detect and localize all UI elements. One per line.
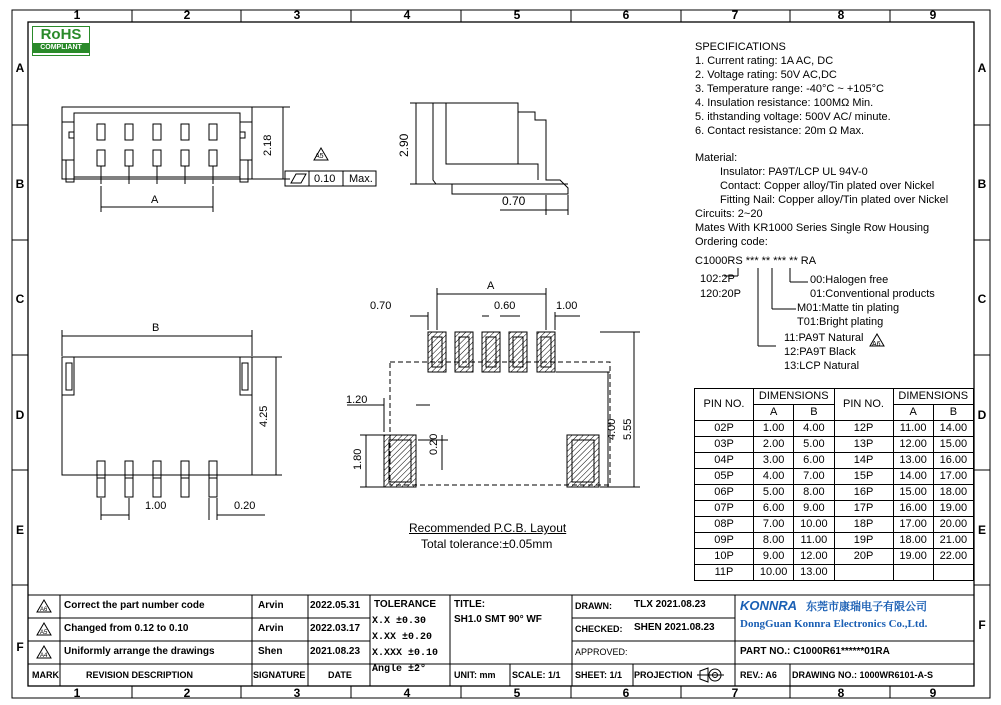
col-label: 2 [183,8,191,22]
spec-item: 4. Insulation resistance: 100MΩ Min. [695,97,874,109]
tb-rev-desc: REVISION DESCRIPTION [86,670,194,680]
dim-cell: 09P [695,533,754,549]
row-label: B [15,177,25,191]
dim-cell: 08P [695,517,754,533]
ordering-halogen: 00:Halogen free [810,274,889,286]
col-label: 5 [513,8,521,22]
pcb-dim-555: 5.55 [622,418,634,440]
dim-row [695,549,974,565]
projection-label: PROJECTION [634,670,693,680]
dim-cell: 21.00 [933,533,973,549]
company-name-en: DongGuan Konnra Electronics Co.,Ltd. [740,618,928,630]
col-label: 7 [731,8,739,22]
ordering-code: C1000RS *** ** *** ** RA [695,255,817,267]
company-name-cn: 东莞市康瑞电子有限公司 [806,601,927,613]
dim-cell: 04P [695,453,754,469]
drawn-label: DRAWN: [575,601,612,611]
col-label: 6 [622,686,630,700]
dim-cell: 7.00 [754,517,794,533]
rev-desc: Uniformly arrange the drawings [64,646,215,657]
material-item: Fitting Nail: Copper alloy/Tin plated over Nickel [720,194,949,206]
dim-cell: 22.00 [933,549,973,565]
dim-cell: 3.00 [754,453,794,469]
dim-cell: 19.00 [933,501,973,517]
dim-cell [893,565,933,581]
pcb-pads [384,332,599,487]
th-dimensions: DIMENSIONS [893,389,974,405]
dim-row [695,485,974,501]
front-view [62,330,282,520]
dim-cell: 5.00 [794,437,834,453]
dim-cell: 18P [834,517,893,533]
mates-with: Mates With KR1000 Series Single Row Housing [695,222,930,234]
dim-cell [834,565,893,581]
dim-cell: 03P [695,437,754,453]
rev-mark-a6: A6 [872,341,881,348]
tb-mark: MARK [32,670,59,680]
col-label: 2 [183,686,191,700]
tb-signature: SIGNATURE [253,670,306,680]
rev-mark: A5 [40,630,48,636]
row-label: A [15,61,25,75]
tolerance-heading: TOLERANCE [374,599,437,610]
col-label: 8 [837,686,845,700]
col-label: 1 [73,686,81,700]
dim-cell: 10P [695,549,754,565]
col-label: 4 [403,686,411,700]
dim-cell: 16.00 [933,453,973,469]
part-number: PART NO.: C1000R61******01RA [740,646,890,657]
ordering-lcp-natural: 13:LCP Natural [784,360,860,372]
dim-cell: 19.00 [893,549,933,565]
pcb-layout-title: Recommended P.C.B. Layout [409,521,567,535]
rev-mark: A4 [40,653,48,659]
unit: UNIT: mm [454,670,496,680]
dim-cell: 5.00 [754,485,794,501]
dim-cell: 14P [834,453,893,469]
spec-item: 2. Voltage rating: 50V AC,DC [695,69,837,81]
col-label: 8 [837,8,845,22]
rev-date: 2022.03.17 [310,623,361,634]
material-heading: Material: [695,152,738,164]
dim-cell: 16.00 [893,501,933,517]
th-pin-no: PIN NO. [834,389,893,421]
front-dim-b: B [152,322,160,334]
dim-cell [933,565,973,581]
th-a: A [754,405,794,421]
dim-cell: 10.00 [754,565,794,581]
sheet: SHEET: 1/1 [575,670,623,680]
dim-cell: 17P [834,501,893,517]
top-view [62,107,376,212]
ordering-pins-min: 102:2P [700,273,735,285]
dim-cell: 11.00 [794,533,834,549]
dim-row [695,469,974,485]
spec-item: 3. Temperature range: -40°C ~ +105°C [695,83,884,95]
scale: SCALE: 1/1 [512,670,561,680]
side-dim-height: 2.90 [397,133,411,157]
title-label: TITLE: [454,599,486,610]
dim-cell: 16P [834,485,893,501]
front-dim-height: 4.25 [258,405,270,427]
dim-cell: 6.00 [794,453,834,469]
dim-cell: 8.00 [754,533,794,549]
dim-cell: 9.00 [754,549,794,565]
dim-cell: 15P [834,469,893,485]
spec-item: 5. ithstanding voltage: 500V AC/ minute. [695,111,891,123]
ordering-pins-max: 120:20P [700,288,741,300]
rev-sign: Shen [258,646,283,657]
dim-cell: 10.00 [794,517,834,533]
material-item: Insulator: PA9T/LCP UL 94V-0 [720,166,868,178]
dim-cell: 8.00 [794,485,834,501]
rohs-logo [32,26,90,56]
ordering-matte: M01:Matte tin plating [797,302,900,314]
dim-row [695,565,974,581]
rev-mark-a5: A5 [315,153,324,160]
tolerance-2: X.XX ±0.20 [372,632,433,643]
dim-cell: 2.00 [754,437,794,453]
col-label: 3 [293,686,301,700]
th-pin-no: PIN NO. [695,389,754,421]
dim-row [695,453,974,469]
row-label: E [977,523,986,537]
dim-cell: 13.00 [893,453,933,469]
dim-cell: 06P [695,485,754,501]
dim-cell: 12P [834,421,893,437]
col-label: 9 [929,686,937,700]
row-label: D [15,408,25,422]
row-label: E [15,523,24,537]
col-label: 4 [403,8,411,22]
dim-cell: 18.00 [933,485,973,501]
row-label: D [977,408,987,422]
pcb-dim-100: 1.00 [556,300,578,312]
col-label: 3 [293,8,301,22]
dim-cell: 7.00 [794,469,834,485]
row-label: C [977,292,987,306]
rev-desc: Correct the part number code [64,600,205,611]
row-label: F [978,618,986,632]
spec-item: 6. Contact resistance: 20m Ω Max. [695,125,865,137]
dim-cell: 11P [695,565,754,581]
tolerance-angle: Angle ±2° [372,664,427,675]
row-label: B [977,177,987,191]
material-item: Contact: Copper alloy/Tin plated over Nickel [720,180,935,192]
dim-cell: 17.00 [893,517,933,533]
dim-cell: 15.00 [933,437,973,453]
pcb-dim-070: 0.70 [370,300,392,312]
dim-cell: 14.00 [933,421,973,437]
tolerance-1: X.X ±0.30 [372,616,427,627]
dim-cell: 19P [834,533,893,549]
rev-mark: A6 [40,607,48,613]
spec-heading: SPECIFICATIONS [695,41,786,53]
top-view-pins [97,124,217,184]
row-label: A [977,61,987,75]
col-label: 9 [929,8,937,22]
ordering-bright: T01:Bright plating [797,316,884,328]
checked-value: SHEN 2021.08.23 [634,622,715,633]
dim-cell: 18.00 [893,533,933,549]
front-dim-pitch: 1.00 [145,500,167,512]
dim-cell: 05P [695,469,754,485]
dim-cell: 11.00 [893,421,933,437]
ordering-pa9t-natural: 11:PA9T Natural [784,332,864,344]
drawing-title: SH1.0 SMT 90° WF [454,614,542,625]
rev-desc: Changed from 0.12 to 0.10 [64,623,189,634]
approved-label: APPROVED: [575,647,628,657]
top-dim-height: 2.18 [262,134,274,156]
spec-item: 1. Current rating: 1A AC, DC [695,55,834,67]
pcb-dim-020: 0.20 [428,433,440,455]
ordering-pa9t-black: 12:PA9T Black [784,346,856,358]
col-label: 5 [513,686,521,700]
col-label: 6 [622,8,630,22]
dim-cell: 6.00 [754,501,794,517]
pcb-dim-120: 1.20 [346,394,368,406]
checked-label: CHECKED: [575,624,623,634]
front-view-leads [97,461,217,497]
dim-cell: 12.00 [893,437,933,453]
rohs-text: RoHS [40,26,82,43]
dim-cell: 13P [834,437,893,453]
projection-symbol [697,668,724,682]
dim-cell: 12.00 [794,549,834,565]
side-dim-width: 0.70 [502,194,526,208]
pcb-dim-a: A [487,280,495,292]
row-label: C [15,292,25,306]
pcb-dim-400: 4.00 [606,418,618,440]
row-label: F [16,640,24,654]
dim-row [695,501,974,517]
rev-date: 2022.05.31 [310,600,361,611]
dimensions-body [695,421,974,581]
front-dim-lead: 0.20 [234,500,256,512]
col-label: 1 [73,8,81,22]
dim-row [695,421,974,437]
th-b: B [794,405,834,421]
tolerance-3: X.XXX ±0.10 [372,648,439,659]
dim-row [695,437,974,453]
dim-cell: 20P [834,549,893,565]
dim-cell: 15.00 [893,485,933,501]
dim-cell: 07P [695,501,754,517]
rev-sign: Arvin [258,623,284,634]
dim-cell: 17.00 [933,469,973,485]
dim-cell: 02P [695,421,754,437]
th-b: B [933,405,973,421]
tb-date: DATE [328,670,352,680]
pcb-dim-060: 0.60 [494,300,516,312]
dim-cell: 9.00 [794,501,834,517]
th-a: A [893,405,933,421]
dim-row [695,517,974,533]
dimensions-table [694,388,974,581]
drawing-number: DRAWING NO.: 1000WR6101-A-S [792,670,934,680]
pcb-tolerance: Total tolerance:±0.05mm [421,537,553,551]
rev-date: 2021.08.23 [310,646,361,657]
dim-cell: 1.00 [754,421,794,437]
dim-cell: 13.00 [794,565,834,581]
rev-sign: Arvin [258,600,284,611]
th-dimensions: DIMENSIONS [754,389,835,405]
pcb-layout [347,288,640,487]
dim-cell: 4.00 [794,421,834,437]
dim-row [695,533,974,549]
col-label: 7 [731,686,739,700]
company-logo: KONNRA [740,598,798,613]
pcb-dim-180: 1.80 [352,448,364,470]
dim-cell: 14.00 [893,469,933,485]
side-view [410,103,568,215]
ordering-conventional: 01:Conventional products [810,288,935,300]
drawn-value: TLX 2021.08.23 [634,599,706,610]
revision: REV.: A6 [740,670,777,680]
flatness-max: Max. [349,173,373,185]
rohs-compliant: COMPLIANT [33,43,89,53]
flatness-value: 0.10 [314,173,336,185]
dim-cell: 20.00 [933,517,973,533]
ordering-heading: Ordering code: [695,236,768,248]
top-dim-a: A [151,194,159,206]
dim-cell: 4.00 [754,469,794,485]
circuits: Circuits: 2~20 [695,208,763,220]
